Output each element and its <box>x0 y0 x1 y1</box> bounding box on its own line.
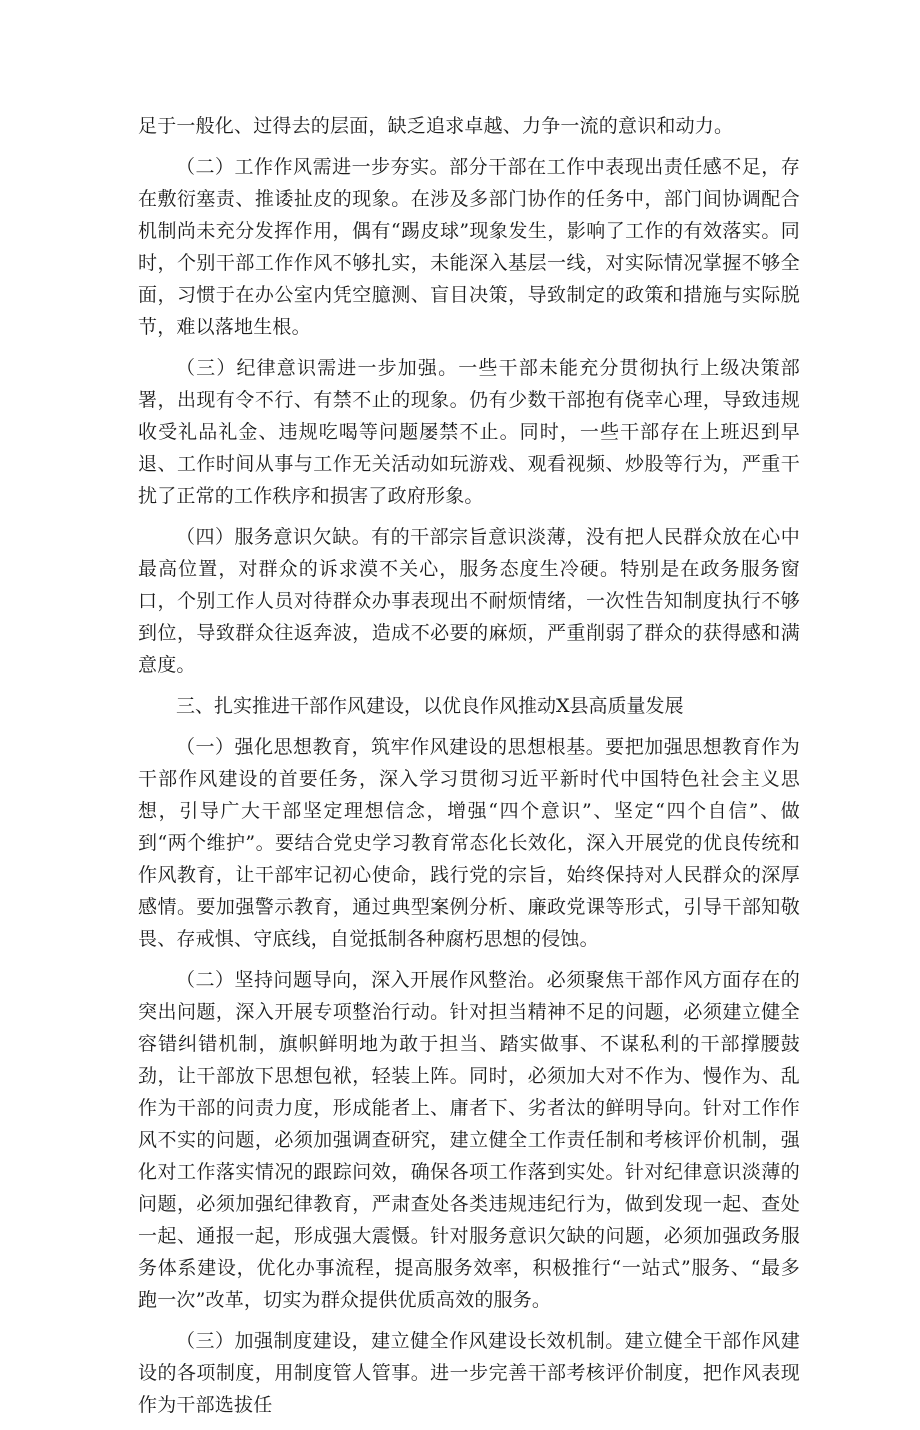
paragraph-work-style: （二）工作作风需进一步夯实。部分干部在工作中表现出责任感不足，存在敷衍塞责、推诿扯皮的现象。在涉及多部门协作的任务中，部门间协调配合机制尚未充分发挥作用，偶有“踢皮球”现象发生，影响了工作的有效落实。同时，个别干部工作作风不够扎实，未能深入基层一线，对实际情况掌握不够全面，习惯于在办公室内凭空臆测、盲目决策，导致制定的政策和措施与实际脱节，难以落地生根。 <box>138 156 800 338</box>
section-heading: 三、扎实推进干部作风建设，以优良作风推动X县高质量发展 <box>176 695 684 717</box>
paragraph-education: （一）强化思想教育，筑牢作风建设的思想根基。要把加强思想教育作为干部作风建设的首要任务，深入学习贯彻习近平新时代中国特色社会主义思想，引导广大干部坚定理想信念，增强“四个意识”、坚定“四个自信”、做到“两个维护”。要结合党史学习教育常态化长效化，深入开展党的优良传统和作风教育，让干部牢记初心使命，践行党的宗旨，始终保持对人民群众的深厚感情。要加强警示教育，通过典型案例分析、廉政党课等形式，引导干部知敬畏、存戒惧、守底线，自觉抵制各种腐朽思想的侵蚀。 <box>138 736 800 950</box>
paragraph-continuation: 足于一般化、过得去的层面，缺乏追求卓越、力争一流的意识和动力。 <box>138 115 734 137</box>
document-page <box>138 110 800 1430</box>
paragraph-rectification: （二）坚持问题导向，深入开展作风整治。必须聚焦干部作风方面存在的突出问题，深入开展专项整治行动。针对担当精神不足的问题，必须建立健全容错纠错机制，旗帜鲜明地为敢于担当、踏实做事、不谋私利的干部撑腰鼓劲，让干部放下思想包袱，轻装上阵。同时，必须加大对不作为、慢作为、乱作为干部的问责力度，形成能者上、庸者下、劣者汰的鲜明导向。针对工作作风不实的问题，必须加强调查研究，建立健全工作责任制和考核评价机制，强化对工作落实情况的跟踪问效，确保各项工作落到实处。针对纪律意识淡薄的问题，必须加强纪律教育，严肃查处各类违规违纪行为，做到发现一起、查处一起、通报一起，形成强大震慑。针对服务意识欠缺的问题，必须加强政务服务体系建设，优化办事流程，提高服务效率，积极推行“一站式”服务、“最多跑一次”改革，切实为群众提供优质高效的服务。 <box>138 969 800 1311</box>
paragraph-discipline: （三）纪律意识需进一步加强。一些干部未能充分贯彻执行上级决策部署，出现有令不行、有禁不止的现象。仍有少数干部抱有侥幸心理，导致违规收受礼品礼金、违规吃喝等问题屡禁不止。同时，一些干部存在上班迟到早退、工作时间从事与工作无关活动如玩游戏、观看视频、炒股等行为，严重干扰了正常的工作秩序和损害了政府形象。 <box>138 357 800 507</box>
paragraph-service: （四）服务意识欠缺。有的干部宗旨意识淡薄，没有把人民群众放在心中最高位置，对群众的诉求漠不关心，服务态度生冷硬。特别是在政务服务窗口，个别工作人员对待群众办事表现出不耐烦情绪，一次性告知制度执行不够到位，导致群众往返奔波，造成不必要的麻烦，严重削弱了群众的获得感和满意度。 <box>138 526 800 676</box>
paragraph-institution: （三）加强制度建设，建立健全作风建设长效机制。建立健全干部作风建设的各项制度，用制度管人管事。进一步完善干部考核评价制度，把作风表现作为干部选拔任 <box>138 1330 800 1416</box>
